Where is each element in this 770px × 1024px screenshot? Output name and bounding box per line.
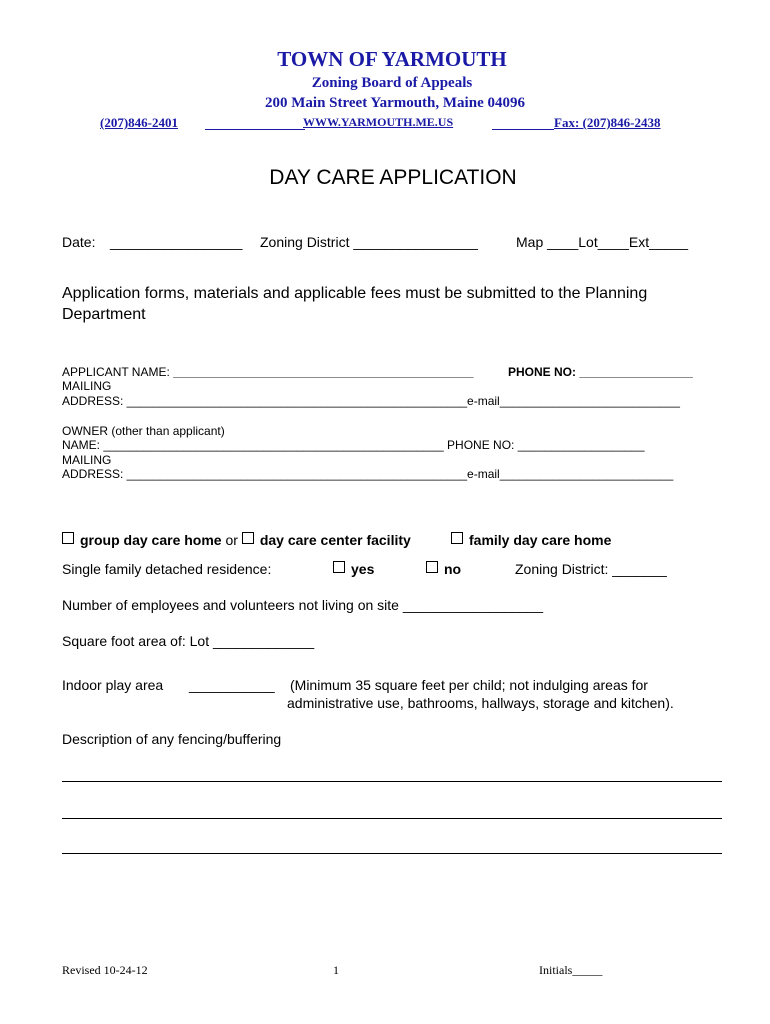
family-day-care-row <box>451 532 611 548</box>
applicant-mailing-label: MAILING <box>62 379 112 393</box>
owner-label: OWNER (other than applicant) <box>62 424 225 438</box>
residence-no-label: no <box>444 561 462 577</box>
applicant-name-field[interactable]: _____________________________________________ <box>173 365 474 379</box>
play-area-note-2: administrative use, bathrooms, hallways, storage and kitchen). <box>287 695 674 711</box>
residence-no-checkbox[interactable] <box>426 561 438 573</box>
day-care-center-label: day care center facility <box>259 532 411 548</box>
revised-date: Revised 10-24-12 <box>62 963 148 977</box>
applicant-phone-row <box>508 365 693 379</box>
notice-line-1: Application forms, materials and applicable fees must be submitted to the Planning <box>62 285 648 302</box>
day-care-center-checkbox[interactable] <box>242 532 254 544</box>
header-rule-2 <box>492 129 554 130</box>
residence-yes-checkbox[interactable] <box>333 561 345 573</box>
town-address: 200 Main Street Yarmouth, Maine 04096 <box>265 95 525 111</box>
family-day-care-checkbox[interactable] <box>451 532 463 544</box>
town-website[interactable]: WWW.YARMOUTH.ME.US <box>303 115 454 129</box>
applicant-address-field[interactable]: ADDRESS: ___________________________________________________e-mail___________________________ <box>62 394 680 408</box>
family-day-care-label: family day care home <box>469 532 612 548</box>
fencing-label: Description of any fencing/buffering <box>62 731 282 747</box>
employees-field[interactable]: Number of employees and volunteers not living on site __________________ <box>62 597 544 613</box>
map-lot-ext-field[interactable]: Map ____Lot____Ext_____ <box>516 234 689 250</box>
applicant-phone-label: PHONE NO: <box>508 365 577 379</box>
date-field[interactable]: _________________ <box>110 234 243 250</box>
play-area-note-1: (Minimum 35 square feet per child; not indulging areas for <box>290 677 648 693</box>
residence-yes-option <box>333 561 374 577</box>
page-title: DAY CARE APPLICATION <box>269 166 517 189</box>
square-foot-field[interactable]: Square foot area of: Lot _____________ <box>62 633 315 649</box>
board-name: Zoning Board of Appeals <box>311 75 473 91</box>
fencing-line-3[interactable] <box>62 853 722 854</box>
residence-zoning-field[interactable]: Zoning District: _______ <box>515 561 667 577</box>
group-day-care-checkbox[interactable] <box>62 532 74 544</box>
owner-mailing-label: MAILING <box>62 453 112 467</box>
fencing-line-2[interactable] <box>62 818 722 819</box>
owner-address-field[interactable]: ADDRESS: ___________________________________________________e-mail__________________________ <box>62 467 674 481</box>
fencing-line-1[interactable] <box>62 781 722 782</box>
notice-line-2: Department <box>62 306 146 323</box>
initials-field[interactable]: Initials_____ <box>539 963 603 977</box>
applicant-phone-field[interactable]: _________________ <box>579 365 693 379</box>
applicant-name-row <box>62 365 473 379</box>
residence-yes-label: yes <box>351 561 375 577</box>
owner-name-field[interactable]: NAME: ___________________________________________________ PHONE NO: ___________________ <box>62 438 645 452</box>
town-phone: (207)846-2401 <box>100 115 178 130</box>
group-day-care-label: group day care home <box>80 532 222 548</box>
play-area-label: Indoor play area <box>62 677 164 693</box>
facility-type-row <box>62 532 411 548</box>
residence-no-option <box>426 561 461 577</box>
town-title: TOWN OF YARMOUTH <box>277 47 507 71</box>
residence-label: Single family detached residence: <box>62 561 272 577</box>
zoning-district-field[interactable]: Zoning District ________________ <box>260 234 478 250</box>
page-number: 1 <box>333 963 339 977</box>
date-label: Date: <box>62 234 96 250</box>
applicant-name-label: APPLICANT NAME: <box>62 365 174 379</box>
header-rule-1 <box>205 129 305 130</box>
or-label: or <box>221 532 242 548</box>
town-fax: Fax: (207)846-2438 <box>554 115 661 130</box>
play-area-field[interactable]: ___________ <box>189 677 275 693</box>
